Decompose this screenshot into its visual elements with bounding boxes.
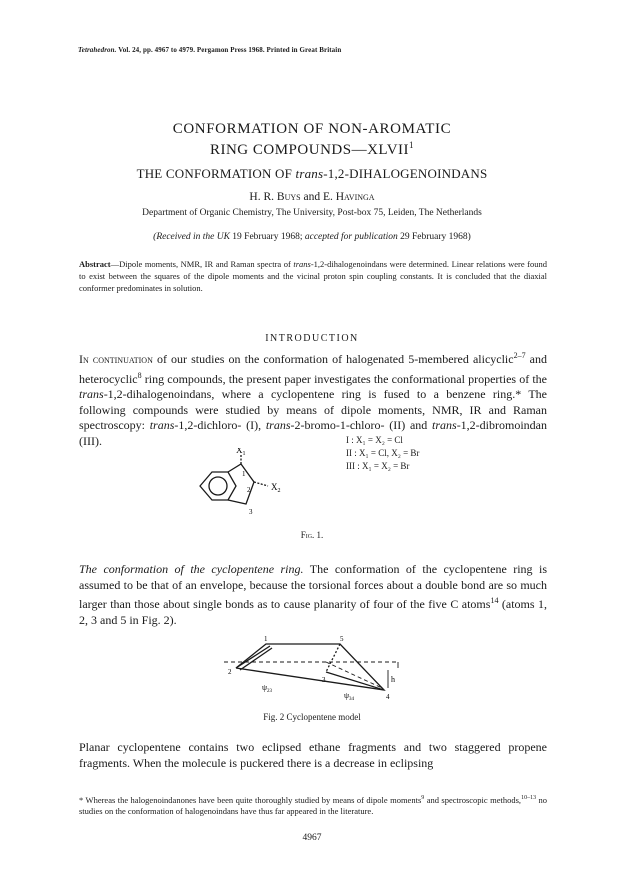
author-conjunction: and E.: [300, 191, 336, 203]
citation-ref: 8: [137, 370, 142, 380]
accepted-date: 29 February 1968): [397, 232, 471, 242]
double-bond-line: [236, 646, 270, 668]
citation-ref: 2–7: [513, 351, 526, 360]
page-number: 4967: [302, 833, 322, 843]
title-line-2-text: RING COMPOUNDS—XLVII: [209, 142, 410, 158]
intro-text-g: -1,2-dibromoindan (III).: [79, 418, 548, 448]
journal-details: Vol. 24, pp. 4967 to 4979. Pergamon Press 1968. Printed in Great Britain: [118, 46, 342, 54]
author2-surname: Havinga: [335, 191, 375, 203]
intro-text-f: -2-bromo-1-chloro- (II) and: [290, 418, 432, 433]
authors: [0, 191, 624, 203]
running-header: [78, 46, 341, 54]
section-planar-paragraph: Planar cyclopentene contains two eclipsed ethane fragments and two staggered propene fragments. When the molecule is puckered there is a decrease in eclipsing: [79, 740, 547, 770]
compound-II: II : X₁ = Cl, X₂ = Br: [346, 448, 420, 458]
intro-text-e: -1,2-dichloro- (I),: [174, 418, 266, 433]
label-x1: $X_1$: [236, 448, 246, 457]
subtitle-pre: THE CONFORMATION OF: [136, 166, 296, 181]
citation-ref: 10–13: [521, 795, 537, 801]
intro-italic: trans: [265, 418, 291, 433]
title-footnote-ref: 1: [409, 140, 415, 150]
section-text-1: The conformation of the cyclopentene ring is assumed to be that of an envelope, because the torsional forces about a double bond are so much larger than those about single bonds as to cause planarity of four of the five C atoms: [79, 562, 547, 612]
author1-initials: H. R.: [249, 191, 277, 203]
bond-5-3: [326, 644, 340, 672]
atom-number-1: 1: [242, 470, 246, 478]
intro-italic: trans: [149, 418, 175, 433]
intro-italic: trans: [432, 418, 457, 433]
intro-italic: trans: [79, 387, 104, 402]
abstract-italic: trans: [293, 259, 311, 269]
bond-x2: [254, 482, 268, 486]
subtitle-post: -1,2-DIHALOGENOINDANS: [323, 166, 488, 181]
author1-surname: Buys: [276, 191, 301, 203]
citation-ref: 14: [490, 596, 499, 606]
aromatic-circle: [209, 477, 227, 495]
section-text-2: (atoms 1, 2, 3 and 5 in Fig. 2).: [79, 597, 548, 627]
fig2-atom-2: 2: [228, 668, 232, 676]
compound-I: I : X₁ = X₂ = Cl: [346, 435, 403, 445]
atom-number-2: 2: [247, 486, 251, 494]
figure-1-indan-structure: [186, 448, 326, 528]
compound-III: III : X₁ = X₂ = Br: [346, 461, 410, 471]
fig2-atom-5: 5: [340, 635, 344, 643]
citation-ref: 9: [421, 795, 425, 801]
received-label: (Received in the UK: [153, 232, 230, 242]
intro-lead-in: In continuation: [79, 352, 153, 366]
footnote-text-2: and spectroscopic methods,: [424, 794, 522, 805]
abstract-text-2: -1,2-dihalogenoindans were determined. Linear relations were found to exist between the squares of the dipole moments and the vicinal proton spin coupling constants. It is concluded that the diaxial conformer predominates in solution.: [79, 259, 547, 293]
label-x2: $X_2$: [271, 482, 281, 494]
fig2-atom-1: 1: [264, 635, 268, 643]
title-line-1: CONFORMATION OF NON-AROMATIC: [172, 121, 452, 137]
compound-definitions: [346, 434, 419, 473]
journal-name: Tetrahedron.: [78, 46, 117, 54]
paper-subtitle: [0, 166, 624, 182]
intro-text-a: of our studies on the conformation of halogenated 5-membered alicyclic: [152, 352, 514, 366]
intro-text-d: -1,2-dihalogenoindans, where a cyclopentene ring is fused to a benzene ring.* The following compounds were studied by means of dipole moments, NMR, IR and Raman spectroscopy:: [79, 387, 547, 433]
subtitle-italic: trans: [295, 166, 324, 181]
section-conformation-paragraph: [79, 562, 547, 628]
figure-2-cyclopentene-model: [222, 632, 422, 706]
atom-number-3: 3: [249, 508, 253, 516]
section-run-in-heading: The conformation of the cyclopentene ring.: [79, 562, 304, 576]
introduction-paragraph: [79, 348, 547, 450]
received-date: 19 February 1968;: [229, 232, 305, 242]
intro-text-b: and heterocyclic: [79, 352, 548, 386]
fig2-psi23: $\psi_{23}$: [262, 683, 273, 694]
cyclopentene-ring: [228, 464, 254, 504]
abstract-label: Abstract: [79, 259, 111, 269]
received-dates: [0, 232, 624, 242]
section-heading-introduction: INTRODUCTION: [265, 333, 359, 344]
figure-1-caption: Fig. 1.: [300, 530, 324, 540]
footnote-text-3: no studies on the conformation of halogenoindans have thus far appeared in the literature.: [79, 794, 548, 816]
fig2-atom-3: 3: [322, 676, 326, 684]
fig2-psi34: $\psi_{34}$: [344, 691, 355, 702]
title-line-2: [0, 140, 624, 159]
accepted-label: accepted for publication: [304, 232, 398, 242]
footnote-text-1: * Whereas the halogenoindanones have been quite thoroughly studied by means of dipole moments: [79, 794, 422, 805]
fig2-atom-4: 4: [386, 693, 390, 701]
benzene-ring: [200, 472, 236, 500]
figure-2-caption: Fig. 2 Cyclopentene model: [263, 712, 361, 722]
affiliation: Department of Organic Chemistry, The University, Post-box 75, Leiden, The Netherlands: [142, 208, 482, 218]
intro-text-c: ring compounds, the present paper investigates the conformational properties of the: [141, 371, 547, 386]
fig2-height-label: h: [391, 675, 395, 684]
abstract: [79, 258, 547, 294]
footnote: [79, 793, 547, 817]
abstract-text-1: —Dipole moments, NMR, IR and Raman spectra of: [110, 259, 294, 269]
